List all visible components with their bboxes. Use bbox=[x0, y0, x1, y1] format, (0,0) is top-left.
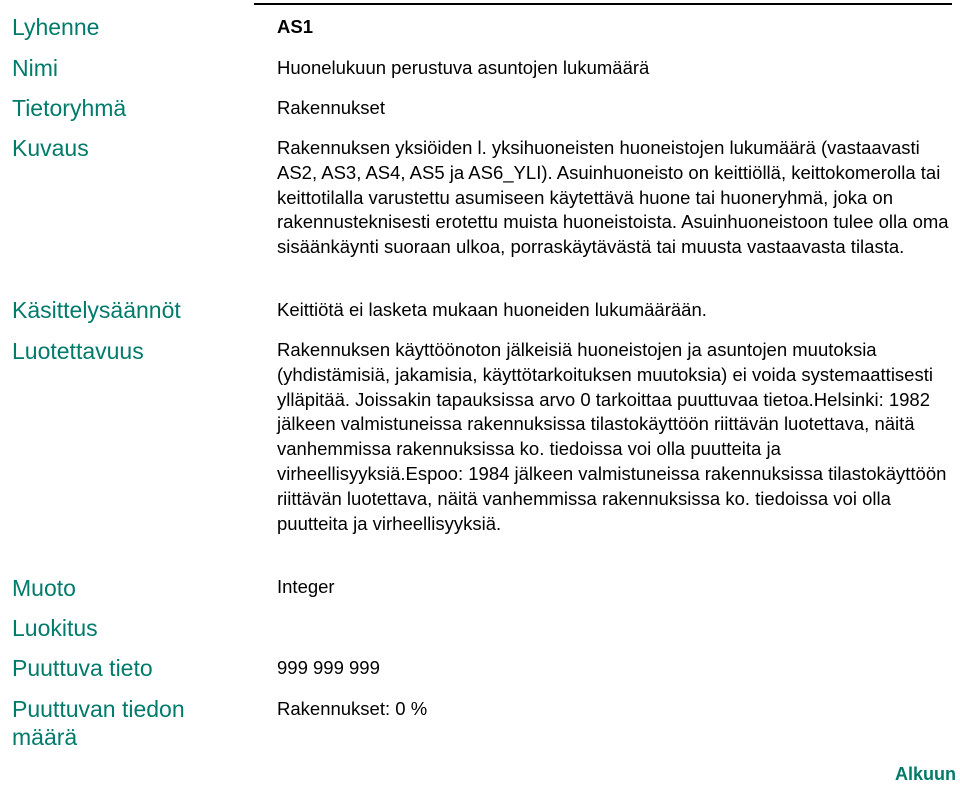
label-lyhenne: Lyhenne bbox=[12, 14, 100, 40]
value-puuttuva-tieto: 999 999 999 bbox=[277, 657, 380, 678]
label-kasittelysaannot: Käsittelysäännöt bbox=[12, 297, 181, 323]
value-puuttuvan-tiedon-maara: Rakennukset: 0 % bbox=[277, 698, 428, 719]
alkuun-link[interactable]: Alkuun bbox=[895, 764, 956, 784]
label-nimi: Nimi bbox=[12, 55, 58, 81]
value-muoto: Integer bbox=[277, 576, 335, 597]
value-luotettavuus: Rakennuksen käyttöönoton jälkeisiä huoneistojen ja asuntojen muutoksia (yhdistämisiä, jakamisia, käyttötarkoituksen muutoksia) ei voida systemaattisesti ylläpitää. Joissakin tapauksissa arvo 0 tarkoittaa puuttuvaa tietoa.Helsinki: 1982 jälkeen valmistuneissa rakennuksissa tilastokäyttöön riittävän luotettava, näitä vanhemmissa rakennuksissa ko. tiedoissa voi olla puutteita ja virheellisyyksiä.Espoo: 1984 jälkeen valmistuneissa rakennuksissa tilastokäyttöön riittävän luotettava, näitä vanhemmissa rakennuksissa ko. tiedoissa voi olla puutteita ja virheellisyyksiä. bbox=[277, 339, 947, 534]
label-tietoryhma: Tietoryhmä bbox=[12, 95, 127, 121]
label-puuttuva-tieto: Puuttuva tieto bbox=[12, 655, 153, 681]
value-nimi: Huonelukuun perustuva asuntojen lukumäärä bbox=[277, 57, 650, 78]
label-luokitus: Luokitus bbox=[12, 615, 98, 641]
value-lyhenne: AS1 bbox=[277, 16, 313, 37]
value-kuvaus: Rakennuksen yksiöiden l. yksihuoneisten huoneistojen lukumäärä (vastaavasti AS2, AS3, AS4, AS5 ja AS6_YLI). Asuinhuoneisto on keittiöllä, keittokomerolla tai keittotilalla varustettu asumiseen käytettävä huone tai huoneryhmä, joka on rakennusteknisesti erotettu muista huoneistoista. Asuinhuoneistoon tulee olla oma sisäänkäynti suoraan ulkoa, porraskäytävästä tai muusta vastaavasta tilasta. bbox=[277, 137, 949, 258]
label-luotettavuus: Luotettavuus bbox=[12, 338, 144, 364]
value-tietoryhma: Rakennukset bbox=[277, 97, 385, 118]
top-rule bbox=[254, 3, 952, 5]
value-kasittelysaannot: Keittiötä ei lasketa mukaan huoneiden lukumäärään. bbox=[277, 299, 707, 320]
label-muoto: Muoto bbox=[12, 575, 76, 601]
label-puuttuvan-tiedon-maara: Puuttuvan tiedon määrä bbox=[12, 696, 185, 750]
label-kuvaus: Kuvaus bbox=[12, 135, 89, 161]
